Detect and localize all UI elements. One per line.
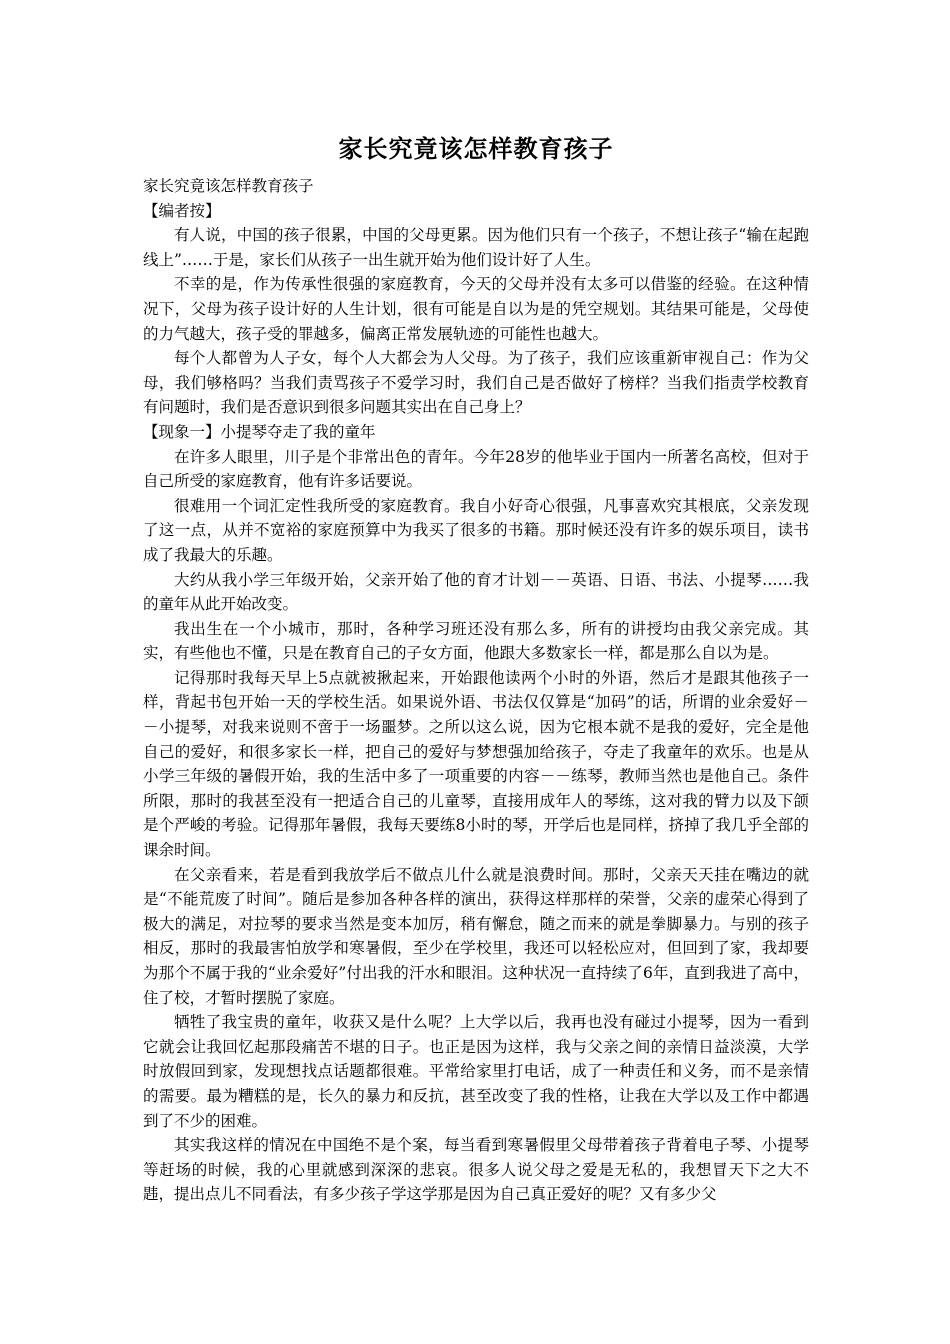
body-paragraph: 其实我这样的情况在中国绝不是个案，每当看到寒暑假里父母带着孩子背着电子琴、小提琴等赶场的时候，我的心里就感到深深的悲哀。很多人说父母之爱是无私的，我想冒天下之大不韪，提出点儿不同看法，有多少孩子学这学那是因为自己真正爱好的呢？又有多少父	[143, 1136, 809, 1204]
body-paragraph: 大约从我小学三年级开始，父亲开始了他的育才计划－－英语、日语、书法、小提琴……我的童年从此开始改变。	[143, 570, 809, 614]
document-subtitle: 家长究竟该怎样教育孩子	[143, 177, 314, 195]
body-paragraph: 我出生在一个小城市，那时，各种学习班还没有那么多，所有的讲授均由我父亲完成。其实，有些他也不懂，只是在教育自己的子女方面，他跟大多数家长一样，都是那么自以为是。	[143, 619, 809, 663]
intro-paragraph: 不幸的是，作为传承性很强的家庭教育，今天的父母并没有太多可以借鉴的经验。在这种情况下，父母为孩子设计好的人生计划，很有可能是自以为是的凭空规划。其结果可能是，父母使的力气越大，孩子受的罪越多，偏离正常发展轨迹的可能性也越大。	[143, 275, 809, 343]
section-heading: 【现象一】小提琴夺走了我的童年	[143, 422, 376, 441]
editor-note-label: 【编者按】	[143, 201, 221, 220]
document-title: 家长究竟该怎样教育孩子	[338, 134, 614, 163]
intro-paragraph: 每个人都曾为人子女，每个人大都会为人父母。为了孩子，我们应该重新审视自己：作为父母，我们够格吗？当我们责骂孩子不爱学习时，我们自己是否做好了榜样？当我们指责学校教育有问题时，我们是否意识到很多问题其实出在自己身上？	[143, 349, 809, 417]
document-body	[143, 132, 809, 1207]
body-paragraph: 在父亲看来，若是看到我放学后不做点儿什么就是浪费时间。那时，父亲天天挂在嘴边的就是“不能荒废了时间”。随后是参加各种各样的演出，获得这样那样的荣誉，父亲的虚荣心得到了极大的满足，对拉琴的要求当然是变本加厉，稍有懈怠，随之而来的就是拳脚暴力。与别的孩子相反，那时的我最害怕放学和寒暑假，至少在学校里，我还可以轻松应对，但回到了家，我却要为那个不属于我的“业余爱好”付出我的汗水和眼泪。这种状况一直持续了6年，直到我进了高中，住了校，才暂时摆脱了家庭。	[143, 865, 809, 1007]
intro-paragraph: 有人说，中国的孩子很累，中国的父母更累。因为他们只有一个孩子，不想让孩子“输在起跑线上”……于是，家长们从孩子一出生就开始为他们设计好了人生。	[143, 226, 809, 269]
body-paragraph: 在许多人眼里，川子是个非常出色的青年。今年28岁的他毕业于国内一所著名高校，但对于自己所受的家庭教育，他有许多话要说。	[143, 447, 809, 491]
body-paragraph: 牺牲了我宝贵的童年，收获又是什么呢？上大学以后，我再也没有碰过小提琴，因为一看到它就会让我回忆起那段痛苦不堪的日子。也正是因为这样，我与父亲之间的亲情日益淡漠，大学时放假回到家，发现想找点话题都很难。平常给家里打电话，成了一种责任和义务，而不是亲情的需要。最为糟糕的是，长久的暴力和反抗，甚至改变了我的性格，让我在大学以及工作中都遇到了不少的困难。	[143, 1013, 809, 1130]
body-paragraph: 记得那时我每天早上5点就被揪起来，开始跟他读两个小时的外语，然后才是跟其他孩子一样，背起书包开始一天的学校生活。如果说外语、书法仅仅算是“加码”的话，所谓的业余爱好－－小提琴，对我来说则不啻于一场噩梦。之所以这么说，因为它根本就不是我的爱好，完全是他自己的爱好，和很多家长一样，把自己的爱好与梦想强加给孩子，夺走了我童年的欢乐。也是从小学三年级的暑假开始，我的生活中多了一项重要的内容－－练琴，教师当然也是他自己。条件所限，那时的我甚至没有一把适合自己的儿童琴，直接用成年人的琴练，这对我的臂力以及下颌是个严峻的考验。记得那年暑假，我每天要练8小时的琴，开学后也是同样，挤掉了我几乎全部的课余时间。	[143, 668, 809, 860]
body-paragraph: 很难用一个词汇定性我所受的家庭教育。我自小好奇心很强，凡事喜欢究其根底，父亲发现了这一点，从并不宽裕的家庭预算中为我买了很多的书籍。那时候还没有许多的娱乐项目，读书成了我最大的乐趣。	[143, 496, 809, 564]
